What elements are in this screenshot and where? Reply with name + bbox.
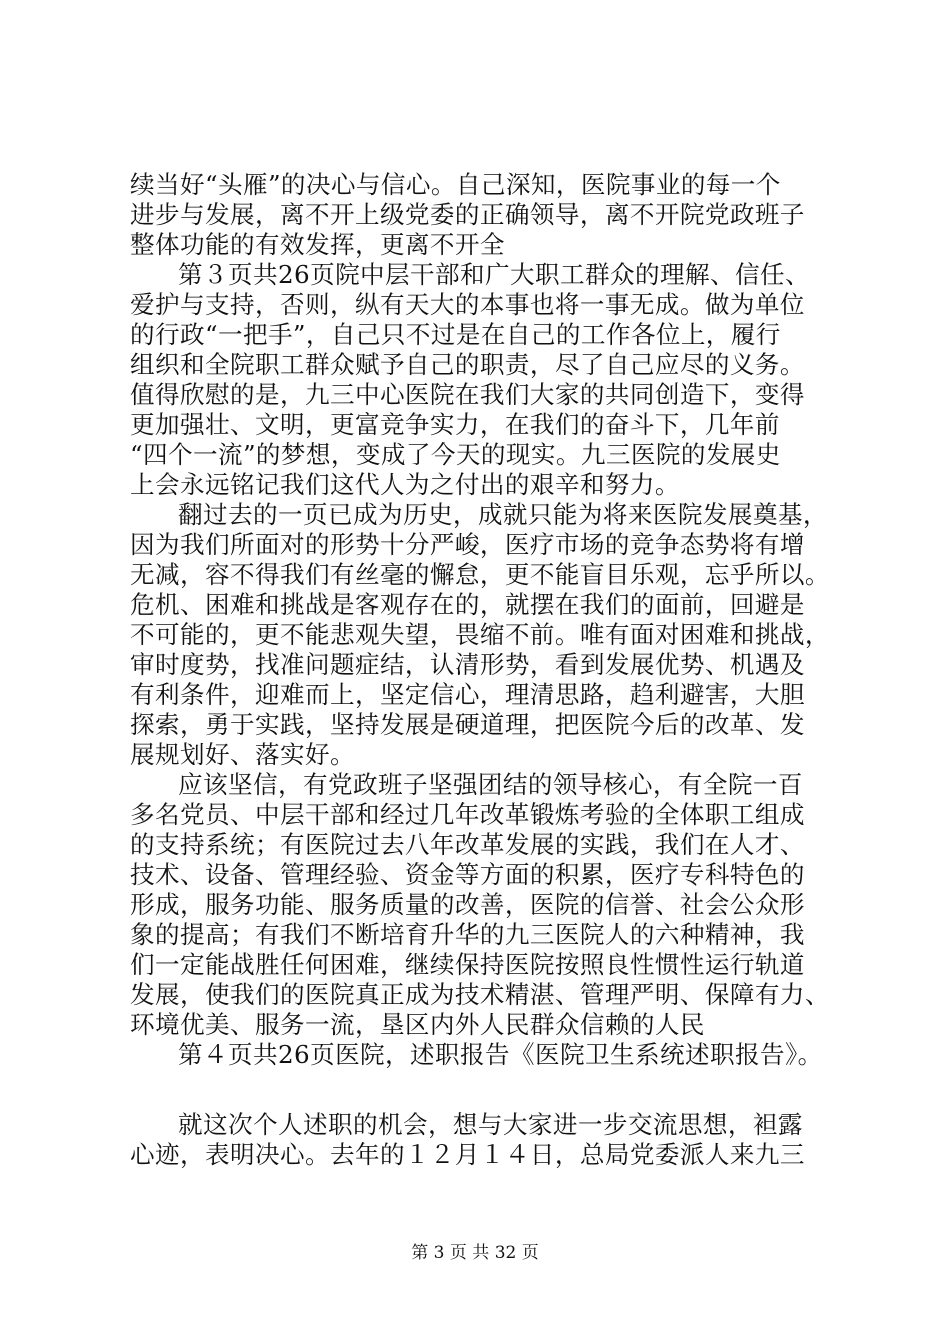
text-line: 应该坚信，有党政班子坚强团结的领导核心，有全院一百 <box>178 770 803 799</box>
text-line: 的支持系统；有医院过去八年改革发展的实践，我们在人才、 <box>130 830 805 859</box>
paragraph <box>130 260 830 500</box>
text-line: 续当好“头雁”的决心与信心。自己深知，医院事业的每一个 <box>130 170 781 199</box>
paragraph-gap <box>130 1070 830 1110</box>
page-footer: 第 3 页 共 32 页 <box>411 1243 539 1263</box>
text-line: 有利条件，迎难而上，坚定信心，理清思路，趋利避害，大胆 <box>130 680 805 709</box>
text-line: 第４页共26页医院，述职报告《医院卫生系统述职报告》。 <box>178 1040 823 1069</box>
text-line: 心迹，表明决心。去年的１２月１４日，总局党委派人来九三 <box>130 1140 805 1169</box>
text-line: 发展，使我们的医院真正成为技术精湛、管理严明、保障有力、 <box>130 980 830 1009</box>
text-line: 形成，服务功能、服务质量的改善，医院的信誉、社会公众形 <box>130 890 805 919</box>
text-line: 更加强壮、文明，更富竞争实力，在我们的奋斗下，几年前 <box>130 410 780 439</box>
text-line: 审时度势，找准问题症结，认清形势，看到发展优势、机遇及 <box>130 650 805 679</box>
text-line: 爱护与支持，否则，纵有天大的本事也将一事无成。做为单位 <box>130 290 805 319</box>
text-line: 多名党员、中层干部和经过几年改革锻炼考验的全体职工组成 <box>130 800 805 829</box>
text-line: 整体功能的有效发挥，更离不开全 <box>130 230 505 259</box>
paragraph <box>130 770 830 1040</box>
text-line: 危机、困难和挑战是客观存在的，就摆在我们的面前，回避是 <box>130 590 805 619</box>
text-line: 的行政“一把手”，自己只不过是在自己的工作各位上，履行 <box>130 320 781 349</box>
text-line: 第３页共26页院中层干部和广大职工群众的理解、信任、 <box>178 260 810 289</box>
text-line: 环境优美、服务一流，垦区内外人民群众信赖的人民 <box>130 1010 705 1039</box>
paragraph <box>130 1110 830 1170</box>
text-line: 就这次个人述职的机会，想与大家进一步交流思想，袒露 <box>178 1110 803 1139</box>
text-line: “四个一流”的梦想，变成了今天的现实。九三医院的发展史 <box>130 440 781 469</box>
text-line: 值得欣慰的是，九三中心医院在我们大家的共同创造下，变得 <box>130 380 805 409</box>
paragraph <box>130 500 830 770</box>
text-line: 象的提高；有我们不断培育升华的九三医院人的六种精神，我 <box>130 920 805 949</box>
body-text <box>130 170 830 1170</box>
text-line: 无减，容不得我们有丝毫的懈怠，更不能盲目乐观，忘乎所以。 <box>130 560 830 589</box>
text-line: 展规划好、落实好。 <box>130 740 355 769</box>
text-line: 进步与发展，离不开上级党委的正确领导，离不开院党政班子 <box>130 200 805 229</box>
text-line: 探索，勇于实践，坚持发展是硬道理，把医院今后的改革、发 <box>130 710 805 739</box>
text-line: 因为我们所面对的形势十分严峻，医疗市场的竞争态势将有增 <box>130 530 805 559</box>
text-line: 组织和全院职工群众赋予自己的职责，尽了自己应尽的义务。 <box>130 350 805 379</box>
text-line: 翻过去的一页已成为历史，成就只能为将来医院发展奠基， <box>178 500 828 529</box>
paragraph <box>130 1040 830 1070</box>
paragraph <box>130 170 830 260</box>
text-line: 不可能的，更不能悲观失望，畏缩不前。唯有面对困难和挑战， <box>130 620 830 649</box>
text-line: 技术、设备、管理经验、资金等方面的积累，医疗专科特色的 <box>130 860 805 889</box>
text-line: 们一定能战胜任何困难，继续保持医院按照良性惯性运行轨道 <box>130 950 805 979</box>
text-line: 上会永远铭记我们这代人为之付出的艰辛和努力。 <box>130 470 680 499</box>
